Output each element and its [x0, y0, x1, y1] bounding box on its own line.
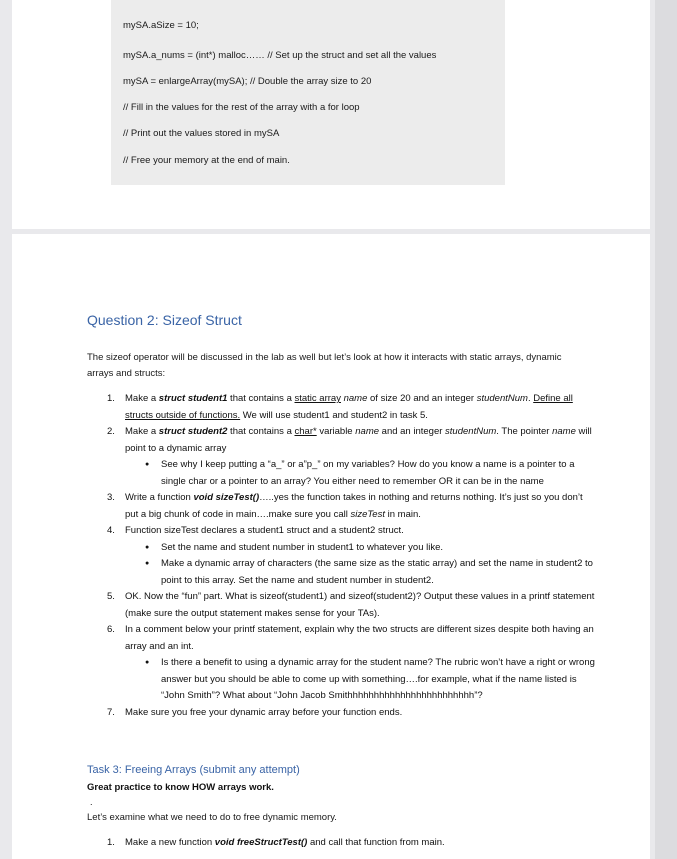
item-number: 1.	[107, 837, 115, 848]
sub-list	[145, 655, 597, 705]
question-2-title: Question 2: Sizeof Struct	[87, 312, 242, 328]
sub-item: ● Is there a benefit to using a dynamic array for the student name? The rubric won’t have a right or wrong answer but you should be able to come up with something….for example, what if the name listed is “John Smith”? What about “John Jacob Smithhhhhhhhhhhhhhhhhhhhhhhh”?	[145, 655, 597, 705]
item-text: and call that function from main.	[307, 837, 445, 848]
item-text: We will use student1 and student2 in task 5.	[240, 409, 428, 421]
sub-item: ● Set the name and student number in student1 to whatever you like.	[145, 540, 597, 557]
task-item-7	[107, 705, 597, 722]
task-3-title: Task 3: Freeing Arrays (submit any attempt)	[87, 764, 300, 776]
item-text: sizeTest	[350, 508, 385, 520]
task-item-3	[107, 490, 597, 523]
document-page-1	[12, 0, 650, 229]
document-page-2	[12, 234, 650, 859]
item-text: .	[527, 393, 534, 404]
task-item-2	[107, 424, 597, 490]
item-text: In a comment below your printf statement, explain why the two structs are different sizes despite both having an array and an int.	[125, 624, 594, 652]
code-line: // Print out the values stored in mySA	[123, 128, 280, 139]
task-item-5	[107, 589, 597, 622]
item-text: name	[343, 393, 368, 404]
code-line: mySA.aSize = 10;	[123, 20, 199, 31]
item-text: Define all structs outside of functions.	[125, 393, 573, 421]
task-item-4	[107, 523, 597, 589]
item-text: . The pointer	[496, 426, 553, 437]
item-text: Function sizeTest declares a student1 struct and a student2 struct.	[125, 525, 404, 536]
code-line: mySA = enlargeArray(mySA); // Double the array size to 20	[123, 76, 372, 87]
sub-list	[145, 540, 597, 590]
item-text: void freeStructTest()	[214, 837, 308, 848]
task-3-list	[107, 837, 445, 848]
item-text: will point to a dynamic array	[125, 426, 592, 454]
item-text: OK. Now the “fun” part. What is sizeof(student1) and sizeof(student2)? Output these values in a printf statement (make sure the output statement makes sense for your TAs).	[125, 591, 595, 619]
question-2-intro: The sizeof operator will be discussed in the lab as well but let’s look at how it interacts with static arrays, dynamic arrays and structs:	[87, 352, 562, 379]
code-line: mySA.a_nums = (int*) malloc…… // Set up the struct and set all the values	[123, 50, 437, 61]
item-text: and an integer	[379, 426, 446, 437]
item-number: 5.	[107, 591, 115, 602]
item-text: …..yes the function takes in nothing and returns nothing. It’s just so you don’t put a big chunk of code in main….make sure you call	[125, 492, 583, 520]
item-text: Make a	[125, 426, 159, 437]
item-text: void sizeTest()	[193, 492, 260, 503]
task-item-6	[107, 622, 597, 705]
code-block	[111, 0, 505, 185]
item-number: 7.	[107, 706, 115, 718]
item-text: variable	[316, 426, 356, 437]
item-text: studentNum	[476, 393, 528, 404]
item-text: struct student1	[158, 393, 228, 404]
code-line: // Free your memory at the end of main.	[123, 155, 290, 166]
item-text: of size 20 and an integer	[367, 393, 477, 404]
task-3-item-1	[107, 837, 445, 848]
item-text: struct student2	[158, 426, 228, 437]
item-number: 4.	[107, 525, 115, 536]
item-text: Make a	[125, 393, 159, 404]
item-text: Make sure you free your dynamic array before your function ends.	[125, 706, 403, 718]
scrollbar-track[interactable]	[655, 0, 677, 859]
item-number: 3.	[107, 492, 115, 503]
item-number: 2.	[107, 426, 115, 437]
item-text: Make a new function	[125, 837, 215, 848]
code-line: // Fill in the values for the rest of the array with a for loop	[123, 102, 360, 113]
sub-item: ● Make a dynamic array of characters (the same size as the static array) and set the name in student2 to point to this array. Set the name and student number in student2.	[145, 556, 597, 589]
item-number: 1.	[107, 393, 115, 404]
item-text: name	[355, 426, 380, 437]
item-text: static array	[294, 393, 341, 404]
task-3-subtitle: Great practice to know HOW arrays work.	[87, 782, 274, 793]
item-text: that contains a	[227, 426, 295, 437]
item-text: char*	[294, 426, 317, 437]
sub-item: ● See why I keep putting a “a_” or a”p_” on my variables? How do you know a name is a pointer to a single char or a pointer to an array? You either need to remember OR it can be in the name	[145, 457, 597, 490]
item-text: studentNum	[445, 426, 497, 437]
item-number: 6.	[107, 624, 115, 635]
item-text: name	[552, 426, 576, 437]
item-text: that contains a	[227, 393, 295, 404]
sub-list	[145, 457, 597, 490]
item-text: in main.	[384, 508, 421, 520]
task-item-1	[107, 391, 597, 424]
task-3-intro: Let’s examine what we need to do to free dynamic memory.	[87, 812, 337, 823]
question-2-task-list	[107, 391, 597, 721]
stray-bullet: .	[90, 797, 93, 807]
item-text: Write a function	[125, 492, 194, 503]
